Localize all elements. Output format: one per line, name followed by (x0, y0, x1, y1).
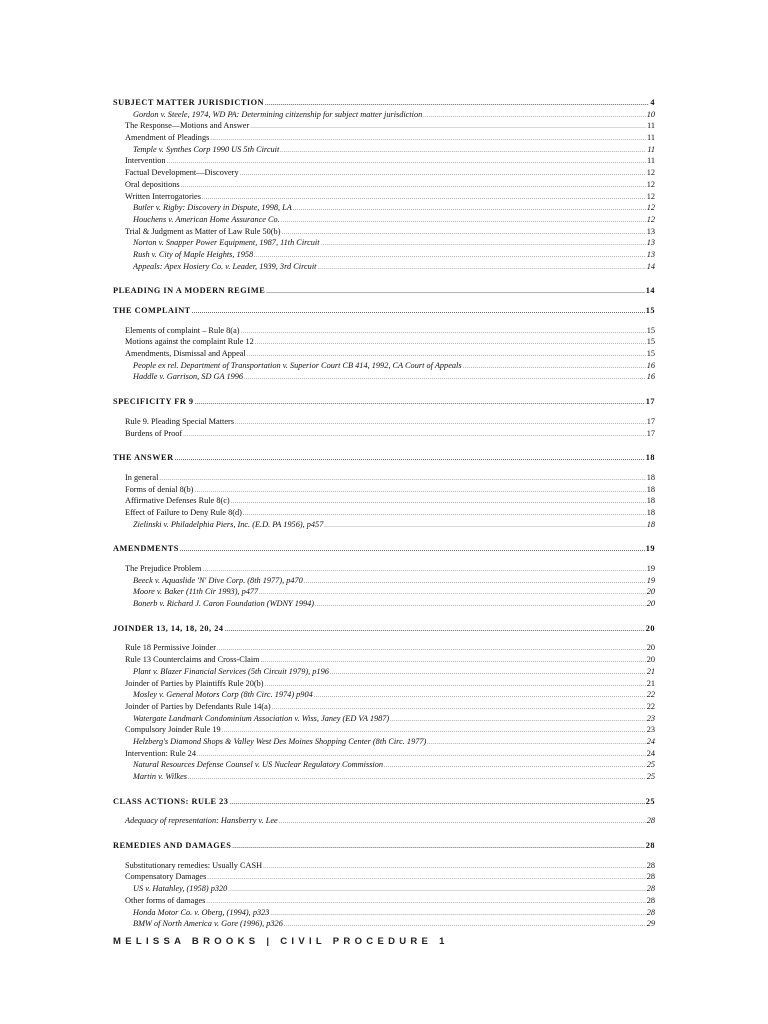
toc-page-number: 21 (646, 678, 655, 688)
toc-page-number: 25 (645, 796, 655, 806)
toc-entry-title: Norton v. Snapper Power Equipment, 1987, 11th Circuit (133, 238, 320, 248)
toc-dot-leader (304, 577, 646, 589)
toc-entry-title: Rule 13 Counterclaims and Cross-Claim (125, 655, 260, 665)
toc-page-number: 24 (646, 736, 655, 746)
toc-entry-title: Butler v. Rigby: Discovery in Dispute, 1998, LA (133, 203, 292, 213)
toc-entry-title: Intervention: Rule 24 (125, 748, 196, 758)
toc-entry-title: The Response—Motions and Answer (125, 121, 250, 131)
toc-heading[interactable] (113, 840, 655, 852)
toc-page-number: 18 (646, 507, 655, 517)
toc-page-number: 29 (646, 919, 655, 929)
toc-page-number: 28 (646, 907, 655, 917)
toc-entry-title: Oral depositions (125, 179, 180, 189)
toc-heading[interactable] (113, 285, 655, 297)
toc-entry-title: Watergate Landmark Condominium Association v. Wiss, Janey (ED VA 1987) (133, 713, 390, 723)
toc-entry[interactable] (113, 360, 655, 372)
toc-page-number: 16 (646, 372, 655, 382)
toc-page-number: 18 (646, 484, 655, 494)
toc-entry[interactable] (113, 109, 655, 121)
toc-dot-leader (175, 454, 645, 466)
toc-entry-title: Zielinski v. Philadelphia Piers, Inc. (E.D. PA 1956), p457 (133, 519, 324, 529)
toc-entry[interactable] (113, 918, 655, 930)
toc-page-number: 24 (646, 748, 655, 758)
toc-page-number: 28 (646, 816, 655, 826)
toc-entry-title: Joinder of Parties by Defendants Rule 14(a) (125, 701, 271, 711)
toc-page-number: 10 (646, 109, 655, 119)
toc-entry[interactable] (113, 261, 655, 273)
toc-entry-title: Factual Development—Discovery (125, 168, 239, 178)
toc-entry[interactable] (113, 336, 655, 348)
toc-dot-leader (250, 122, 646, 134)
toc-entry-title: Temple v. Synthes Corp 1990 US 5th Circuit (133, 144, 280, 154)
toc-dot-leader (225, 625, 645, 637)
toc-entry-title: REMEDIES AND DAMAGES (113, 841, 232, 851)
toc-entry[interactable] (113, 689, 655, 701)
toc-dot-leader (183, 430, 646, 442)
toc-entry-title: Gordon v. Steele, 1974, WD PA: Determining citizenship for subject matter jurisdiction (133, 109, 423, 119)
toc-heading[interactable] (113, 796, 655, 808)
toc-page-number: 12 (646, 214, 655, 224)
toc-page-number: 28 (646, 860, 655, 870)
toc-entry-title: SPECIFICITY FR 9 (113, 397, 194, 407)
toc-dot-leader (231, 497, 646, 509)
toc-entry-title: PLEADING IN A MODERN REGIME (113, 286, 266, 296)
toc-entry[interactable] (113, 120, 655, 132)
toc-page-number: 28 (645, 841, 655, 851)
toc-page-number: 23 (646, 725, 655, 735)
toc-entry[interactable] (113, 507, 655, 519)
toc-entry-title: Intervention (125, 156, 166, 166)
toc-entry[interactable] (113, 416, 655, 428)
toc-page-number: 18 (646, 496, 655, 506)
toc-dot-leader (390, 715, 646, 727)
toc-page-number: 22 (646, 690, 655, 700)
toc-dot-leader (330, 668, 646, 680)
toc-page-number: 12 (646, 179, 655, 189)
toc-entry-title: Houchens v. American Home Assurance Co. (133, 214, 280, 224)
toc-entry[interactable] (113, 472, 655, 484)
toc-page-number: 13 (646, 249, 655, 259)
toc-dot-leader (228, 885, 645, 897)
toc-entry-title: Rush v. City of Maple Heights, 1958 (133, 249, 254, 259)
toc-entry[interactable] (113, 642, 655, 654)
toc-page-number: 15 (646, 325, 655, 335)
toc-entry-title: Joinder of Parties by Plaintiffs Rule 20(b) (125, 678, 264, 688)
toc-entry-title: Beeck v. Aquaslide 'N' Dive Corp. (8th 1977), p470 (133, 575, 303, 585)
toc-entry-title: AMENDMENTS (113, 544, 179, 554)
toc-entry-title: In general (125, 472, 159, 482)
toc-dot-leader (270, 909, 645, 921)
toc-dot-leader (232, 842, 644, 854)
toc-entry-title: Trial & Judgment as Matter of Law Rule 50(b) (125, 226, 281, 236)
toc-entry-title: Amendment of Pleadings (125, 133, 210, 143)
toc-page-number: 18 (646, 519, 655, 529)
toc-entry-title: Elements of complaint – Rule 8(a) (125, 325, 240, 335)
toc-heading[interactable] (113, 396, 655, 408)
toc-entry[interactable] (113, 678, 655, 690)
toc-page-number: 20 (646, 587, 655, 597)
toc-dot-leader (427, 738, 645, 750)
toc-page-number: 12 (646, 191, 655, 201)
toc-entry-title: Moore v. Baker (11th Cir 1993), p477 (133, 587, 259, 597)
toc-dot-leader (423, 111, 645, 123)
toc-entry-title: Motions against the complaint Rule 12 (125, 337, 254, 347)
toc-entry-title: Adequacy of representation: Hansberry v. Lee (125, 816, 278, 826)
toc-entry-title: Appeals: Apex Hosiery Co. v. Leader, 1939, 3rd Circuit (133, 261, 317, 271)
toc-heading[interactable] (113, 452, 655, 464)
toc-page-number: 12 (646, 203, 655, 213)
toc-entry-title: THE ANSWER (113, 453, 174, 463)
toc-entry[interactable] (113, 237, 655, 249)
toc-entry[interactable] (113, 586, 655, 598)
toc-dot-leader (279, 817, 646, 829)
toc-dot-leader (229, 798, 644, 810)
toc-entry-title: Burdens of Proof (125, 428, 183, 438)
toc-entry[interactable] (113, 214, 655, 226)
toc-entry-title: Rule 9. Pleading Special Matters (125, 416, 234, 426)
toc-entry[interactable] (113, 249, 655, 261)
toc-entry-title: Written Interrogatories (125, 191, 201, 201)
toc-page-number: 12 (646, 168, 655, 178)
toc-entry-title: Bonerb v. Richard J. Caron Foundation (WDNY 1994) (133, 599, 315, 609)
toc-entry[interactable] (113, 144, 655, 156)
toc-page-number: 17 (646, 416, 655, 426)
toc-entry[interactable] (113, 155, 655, 167)
toc-page-number: 18 (646, 472, 655, 482)
toc-dot-leader (324, 521, 645, 533)
toc-heading[interactable] (113, 97, 655, 109)
toc-dot-leader (384, 761, 646, 773)
toc-entry-title: Honda Motor Co. v. Oberg, (1994), p323 (133, 907, 270, 917)
toc-page-number: 25 (646, 760, 655, 770)
toc-page-number: 11 (647, 156, 655, 166)
toc-entry-title: US v. Hatahley, (1958) p320 (133, 884, 228, 894)
toc-page-number: 11 (647, 133, 655, 143)
toc-dot-leader (281, 216, 646, 228)
toc-entry-title: The Prejudice Problem (125, 564, 202, 573)
toc-entry[interactable] (113, 895, 655, 907)
toc-entry-title: THE COMPLAINT (113, 306, 191, 315)
toc-entry-title: SUBJECT MATTER JURISDICTION (113, 98, 265, 107)
toc-dot-leader (195, 398, 645, 410)
toc-heading[interactable] (113, 623, 655, 635)
toc-entry[interactable] (113, 701, 655, 713)
toc-entry[interactable] (113, 759, 655, 771)
toc-dot-leader (321, 239, 646, 251)
toc-dot-leader (263, 862, 646, 874)
toc-page-number: 28 (646, 884, 655, 894)
toc-entry-title: Forms of denial 8(b) (125, 484, 194, 494)
toc-page-number: 16 (646, 360, 655, 370)
toc-dot-leader (284, 920, 646, 932)
toc-entry[interactable] (113, 348, 655, 360)
table-of-contents (113, 97, 655, 930)
toc-entry-title: Helzberg's Diamond Shops & Valley West Des Moines Shopping Center (8th Circ. 1977) (133, 736, 427, 746)
toc-page-number: 21 (646, 666, 655, 676)
toc-entry[interactable] (113, 748, 655, 760)
toc-entry-title: Rule 18 Permissive Joinder (125, 643, 217, 653)
toc-entry-title: Compensatory Damages (125, 872, 207, 882)
toc-page-number: 15 (646, 349, 655, 359)
toc-page-number: 23 (646, 713, 655, 723)
toc-entry[interactable] (113, 883, 655, 895)
toc-page-number: 19 (645, 544, 655, 554)
toc-dot-leader (207, 873, 645, 885)
toc-page-number: 20 (646, 599, 655, 609)
toc-dot-leader (194, 486, 645, 498)
toc-entry-title: CLASS ACTIONS: RULE 23 (113, 796, 229, 806)
toc-entry-title: Natural Resources Defense Counsel v. US Nuclear Regulatory Commission (133, 760, 384, 770)
toc-entry[interactable] (113, 428, 655, 440)
toc-page-number: 4 (650, 98, 655, 107)
toc-entry[interactable] (113, 484, 655, 496)
toc-dot-leader (217, 644, 646, 656)
toc-page-number: 28 (646, 895, 655, 905)
toc-entry-title: Amendments, Dismissal and Appeal (125, 349, 246, 359)
toc-dot-leader (266, 287, 644, 299)
toc-entry-title: Other forms of damages (125, 895, 206, 905)
toc-page-number: 14 (645, 286, 655, 296)
toc-dot-leader (281, 228, 645, 240)
toc-entry[interactable] (113, 871, 655, 883)
toc-page-number: 19 (646, 564, 655, 573)
toc-entry-title: Haddle v. Garrison, SD GA 1996 (133, 372, 244, 382)
toc-dot-leader (463, 362, 646, 374)
toc-page-number: 18 (645, 453, 655, 463)
toc-entry[interactable] (113, 132, 655, 144)
toc-page-number: 14 (646, 261, 655, 271)
toc-entry[interactable] (113, 666, 655, 678)
toc-page-number: 15 (646, 337, 655, 347)
toc-dot-leader (181, 181, 646, 193)
toc-heading[interactable] (113, 543, 655, 555)
toc-dot-leader (280, 146, 646, 158)
toc-entry-title: Affirmative Defenses Rule 8(c) (125, 496, 230, 506)
toc-entry[interactable] (113, 771, 655, 783)
toc-page-number: 20 (645, 623, 655, 633)
toc-entry[interactable] (113, 907, 655, 919)
toc-entry[interactable] (113, 202, 655, 214)
toc-entry[interactable] (113, 325, 655, 337)
toc-dot-leader (255, 338, 646, 350)
toc-entry-title: Effect of Failure to Deny Rule 8(d) (125, 507, 242, 517)
toc-entry-title: Compulsory Joinder Rule 19 (125, 725, 221, 735)
toc-dot-leader (180, 545, 645, 557)
toc-entry-title: JOINDER 13, 14, 18, 20, 24 (113, 623, 224, 633)
toc-page-number: 20 (646, 643, 655, 653)
toc-entry[interactable] (113, 860, 655, 872)
toc-page-number: 11 (647, 144, 655, 154)
toc-page-number: 13 (646, 226, 655, 236)
toc-dot-leader (240, 169, 646, 181)
toc-page-number: 13 (646, 238, 655, 248)
toc-dot-leader (241, 327, 646, 339)
toc-dot-leader (244, 373, 646, 385)
toc-dot-leader (317, 263, 645, 275)
toc-entry[interactable] (113, 815, 655, 827)
toc-entry-title: Mosley v. General Motors Corp (8th Circ. 1974) p904 (133, 690, 313, 700)
toc-heading[interactable] (113, 305, 655, 317)
toc-entry[interactable] (113, 736, 655, 748)
toc-entry[interactable] (113, 495, 655, 507)
toc-entry[interactable] (113, 575, 655, 587)
toc-entry[interactable] (113, 167, 655, 179)
toc-entry[interactable] (113, 226, 655, 238)
toc-entry[interactable] (113, 191, 655, 203)
toc-entry[interactable] (113, 179, 655, 191)
toc-entry-title: Substitutionary remedies: Usually CASH (125, 860, 263, 870)
toc-dot-leader (192, 307, 645, 319)
toc-page-number: 22 (646, 701, 655, 711)
toc-page-number: 17 (646, 428, 655, 438)
toc-entry[interactable] (113, 654, 655, 666)
toc-dot-leader (315, 600, 646, 612)
toc-entry[interactable] (113, 724, 655, 736)
toc-dot-leader (206, 897, 645, 909)
toc-entry-title: Martin v. Wilkes (133, 772, 187, 781)
toc-entry[interactable] (113, 713, 655, 725)
page-footer: MELISSA BROOKS | CIVIL PROCEDURE 1 (113, 936, 449, 947)
toc-page-number: 25 (646, 772, 655, 781)
toc-entry-title: Plant v. Blazer Financial Services (5th Circuit 1979), p196 (133, 666, 329, 676)
toc-dot-leader (259, 588, 646, 600)
toc-page-number: 15 (645, 306, 655, 315)
toc-dot-leader (188, 773, 646, 785)
toc-entry[interactable] (113, 563, 655, 575)
toc-entry[interactable] (113, 598, 655, 610)
toc-dot-leader (314, 691, 646, 703)
toc-page-number: 19 (646, 575, 655, 585)
toc-entry-title: BMW of North America v. Gore (1996), p326 (133, 919, 283, 929)
toc-page-number: 17 (645, 397, 655, 407)
toc-page-number: 28 (646, 872, 655, 882)
toc-entry[interactable] (113, 519, 655, 531)
toc-entry-title: People ex rel. Department of Transportation v. Superior Court CB 414, 1992, CA Court of Appeals (133, 360, 462, 370)
toc-dot-leader (159, 474, 645, 486)
toc-dot-leader (293, 204, 646, 216)
toc-entry[interactable] (113, 371, 655, 383)
toc-page-number: 11 (647, 121, 655, 131)
toc-dot-leader (235, 418, 646, 430)
toc-page-number: 20 (646, 655, 655, 665)
toc-dot-leader (265, 680, 646, 692)
